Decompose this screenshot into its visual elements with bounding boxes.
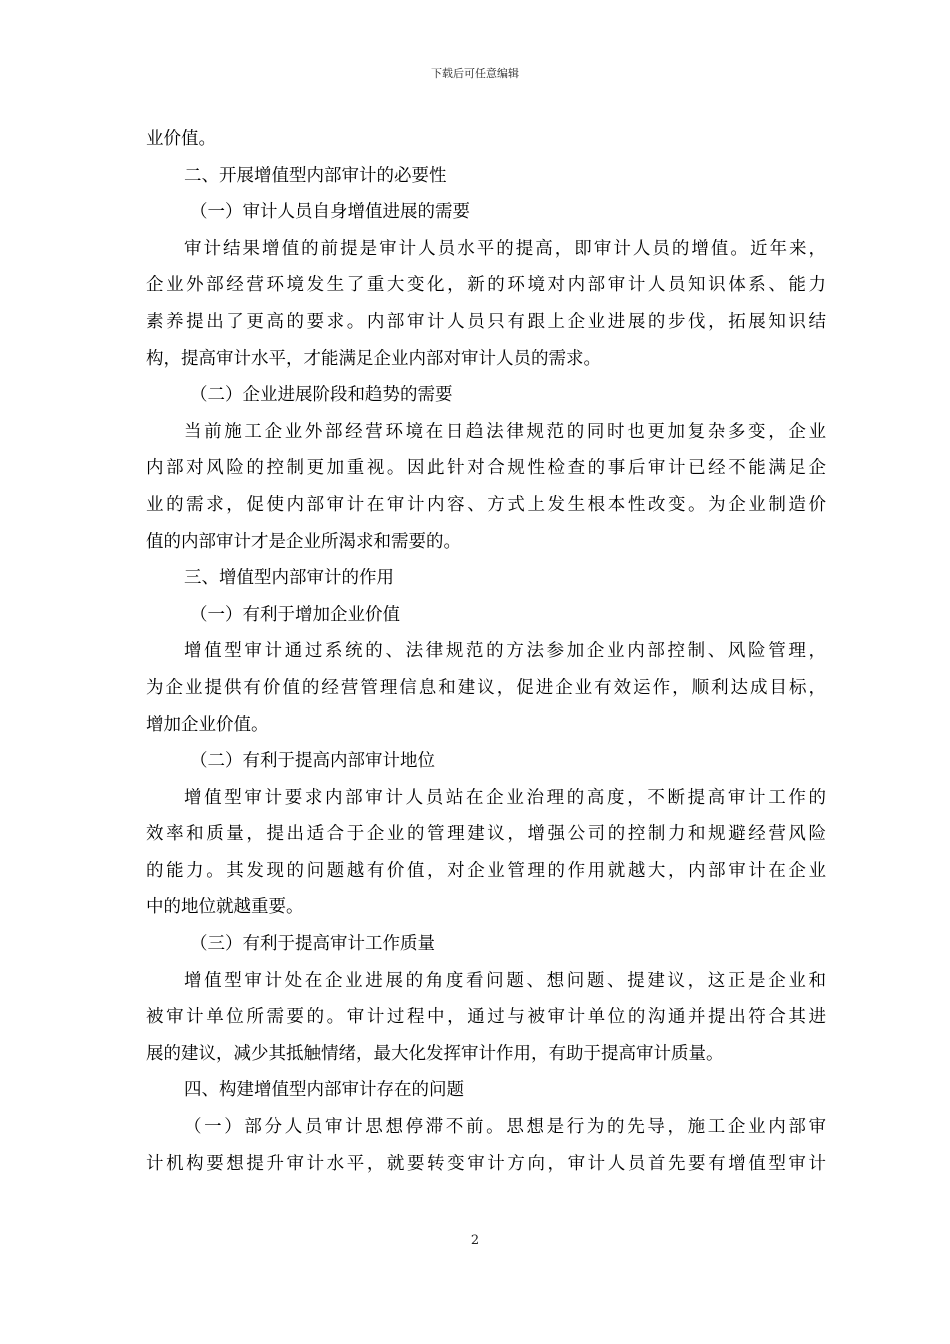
paragraph-line: 被审计单位所需要的。审计过程中，通过与被审计单位的沟通并提出符合其进 bbox=[146, 1007, 826, 1028]
paragraph-line: 增值型审计要求内部审计人员站在企业治理的高度，不断提高审计工作的 bbox=[184, 787, 826, 808]
paragraph-line: 为企业提供有价值的经营管理信息和建议，促进企业有效运作，顺利达成目标， bbox=[146, 677, 826, 698]
section-heading-3: 三、增值型内部审计的作用 bbox=[184, 568, 394, 589]
paragraph-line: 增值型审计处在企业进展的角度看问题、想问题、提建议，这正是企业和 bbox=[184, 970, 826, 991]
paragraph-line: 计机构要想提升审计水平，就要转变审计方向，审计人员首先要有增值型审计 bbox=[146, 1153, 826, 1174]
paragraph-line: 业价值。 bbox=[146, 129, 216, 149]
document-body bbox=[146, 121, 826, 1182]
subsection-heading-3-2: （二）有利于提高内部审计地位 bbox=[190, 751, 435, 772]
paragraph-line: 的能力。其发现的问题越有价值，对企业管理的作用就越大，内部审计在企业 bbox=[146, 860, 826, 881]
subsection-heading-3-1: （一）有利于增加企业价值 bbox=[190, 604, 400, 625]
subsection-heading-2-1: （一）审计人员自身增值进展的需要 bbox=[190, 202, 470, 223]
page-number: 2 bbox=[470, 1233, 480, 1248]
page-header: 下载后可任意编辑 bbox=[431, 67, 519, 80]
paragraph-line: 值的内部审计才是企业所渴求和需要的。 bbox=[146, 531, 461, 552]
paragraph-line: 素养提出了更高的要求。内部审计人员只有跟上企业进展的步伐，拓展知识结 bbox=[146, 311, 826, 332]
section-heading-4: 四、构建增值型内部审计存在的问题 bbox=[184, 1080, 464, 1101]
paragraph-line: 展的建议，减少其抵触情绪，最大化发挥审计作用，有助于提高审计质量。 bbox=[146, 1043, 724, 1064]
subsection-heading-3-3: （三）有利于提高审计工作质量 bbox=[190, 934, 435, 955]
subsection-heading-2-2: （二）企业进展阶段和趋势的需要 bbox=[190, 385, 453, 406]
paragraph-line: 增值型审计通过系统的、法律规范的方法参加企业内部控制、风险管理， bbox=[184, 641, 826, 662]
paragraph-line: 内部对风险的控制更加重视。因此针对合规性检查的事后审计已经不能满足企 bbox=[146, 458, 826, 479]
section-heading-2: 二、开展增值型内部审计的必要性 bbox=[184, 165, 447, 186]
paragraph-line: 构，提高审计水平，才能满足企业内部对审计人员的需求。 bbox=[146, 348, 601, 369]
paragraph-line: 企业外部经营环境发生了重大变化，新的环境对内部审计人员知识体系、能力 bbox=[146, 275, 826, 296]
paragraph-line: 增加企业价值。 bbox=[146, 714, 269, 735]
paragraph-line: 中的地位就越重要。 bbox=[146, 897, 304, 918]
paragraph-line: 效率和质量，提出适合于企业的管理建议，增强公司的控制力和规避经营风险 bbox=[146, 824, 826, 845]
paragraph-line: （一）部分人员审计思想停滞不前。思想是行为的先导，施工企业内部审 bbox=[184, 1117, 826, 1138]
paragraph-line: 审计结果增值的前提是审计人员水平的提高，即审计人员的增值。近年来， bbox=[184, 238, 826, 259]
paragraph-line: 当前施工企业外部经营环境在日趋法律规范的同时也更加复杂多变，企业 bbox=[184, 421, 826, 442]
paragraph-line: 业的需求，促使内部审计在审计内容、方式上发生根本性改变。为企业制造价 bbox=[146, 494, 826, 515]
